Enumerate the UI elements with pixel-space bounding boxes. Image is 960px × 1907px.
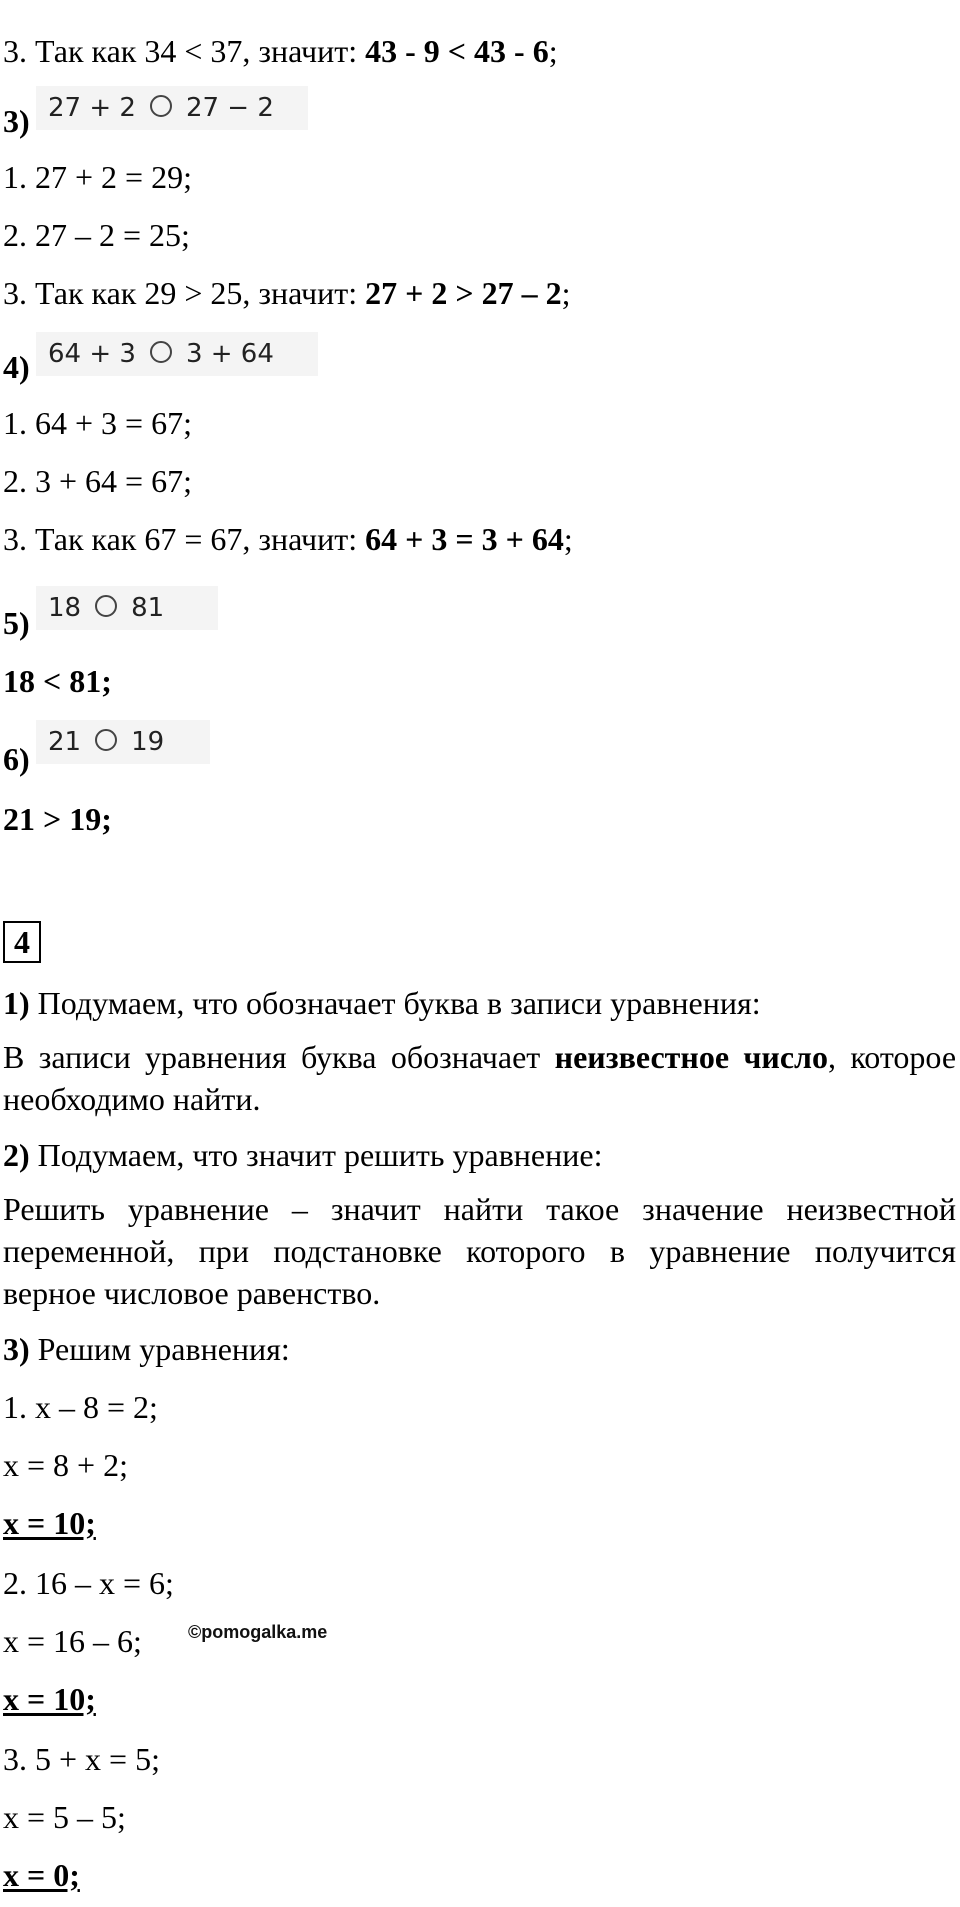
answer-paragraph xyxy=(3,1036,956,1120)
step-line: 1. 64 + 3 = 67; xyxy=(3,405,192,441)
comparison-task-image xyxy=(36,720,210,764)
answer-text: , которое необходимо найти. xyxy=(3,1039,957,1117)
answer-paragraph: Решить уравнение – значит найти такое значение неизвестной переменной, при подстановке которого в уравнение получится верное числовое равенство. xyxy=(3,1191,956,1311)
question-text: Решим уравнения: xyxy=(29,1331,290,1367)
answer-line: 21 > 19; xyxy=(3,801,112,837)
comparison-right: 19 xyxy=(131,727,165,757)
answer-text: 3. Так как 67 = 67, значит: xyxy=(3,521,366,557)
question-text: Подумаем, что обозначает буква в записи уравнения: xyxy=(29,985,761,1021)
step-line: 2. 3 + 64 = 67; xyxy=(3,463,192,499)
comparison-right: 27 − 2 xyxy=(185,93,274,123)
equation-line: 2. 16 – x = 6; xyxy=(3,1565,174,1601)
equation-answer: x = 10; xyxy=(3,1505,96,1541)
answer-conclusion: 64 + 3 = 3 + 64 xyxy=(365,521,564,557)
answer-conclusion: 43 - 9 < 43 - 6 xyxy=(365,33,549,69)
answer-punct: ; xyxy=(563,521,573,557)
comparison-task-image xyxy=(36,86,308,130)
circle-icon xyxy=(95,595,117,617)
answer-conclusion: 27 + 2 > 27 – 2 xyxy=(365,275,562,311)
answer-line: 18 < 81; xyxy=(3,663,112,699)
question-label: 1) xyxy=(3,985,30,1021)
answer-line xyxy=(3,32,558,70)
answer-text: 3. Так как 29 > 25, значит: xyxy=(3,275,366,311)
equation-line: x = 8 + 2; xyxy=(3,1447,128,1483)
question-label: 3) xyxy=(3,1331,30,1367)
equation-line: 1. x – 8 = 2; xyxy=(3,1389,158,1425)
equation-answer: x = 0; xyxy=(3,1857,80,1893)
answer-punct: ; xyxy=(548,33,558,69)
comparison-left: 64 + 3 xyxy=(48,339,136,369)
comparison-left: 21 xyxy=(48,727,82,757)
item-label: 5) xyxy=(3,605,30,641)
answer-text: 3. Так как 34 < 37, значит: xyxy=(3,33,366,69)
item-label: 6) xyxy=(3,741,30,777)
circle-icon xyxy=(150,95,172,117)
circle-icon xyxy=(150,341,172,363)
question-text: Подумаем, что значит решить уравнение: xyxy=(29,1137,603,1173)
item-label: 3) xyxy=(3,103,30,139)
answer-line xyxy=(3,274,571,312)
comparison-task-image xyxy=(36,586,218,630)
comparison-left: 18 xyxy=(48,593,82,623)
question-line xyxy=(3,984,761,1022)
question-line xyxy=(3,1136,602,1174)
step-line: 1. 27 + 2 = 29; xyxy=(3,159,192,195)
question-line xyxy=(3,1330,290,1368)
comparison-right: 81 xyxy=(131,593,165,623)
equation-answer: x = 10; xyxy=(3,1681,96,1717)
step-line: 2. 27 – 2 = 25; xyxy=(3,217,190,253)
question-label: 2) xyxy=(3,1137,30,1173)
answer-emphasis: неизвестное число xyxy=(554,1039,829,1075)
task-number: 4 xyxy=(3,921,41,963)
equation-line: x = 5 – 5; xyxy=(3,1799,126,1835)
circle-icon xyxy=(95,729,117,751)
comparison-task-image xyxy=(36,332,318,376)
answer-text: В записи уравнения буква обозначает xyxy=(3,1039,555,1075)
watermark: ©pomogalka.me xyxy=(188,1622,328,1642)
equation-line: x = 16 – 6; xyxy=(3,1623,142,1659)
equation-line: 3. 5 + x = 5; xyxy=(3,1741,160,1777)
comparison-left: 27 + 2 xyxy=(48,93,136,123)
answer-line xyxy=(3,520,573,558)
item-label: 4) xyxy=(3,349,30,385)
comparison-right: 3 + 64 xyxy=(185,339,274,369)
answer-punct: ; xyxy=(561,275,571,311)
